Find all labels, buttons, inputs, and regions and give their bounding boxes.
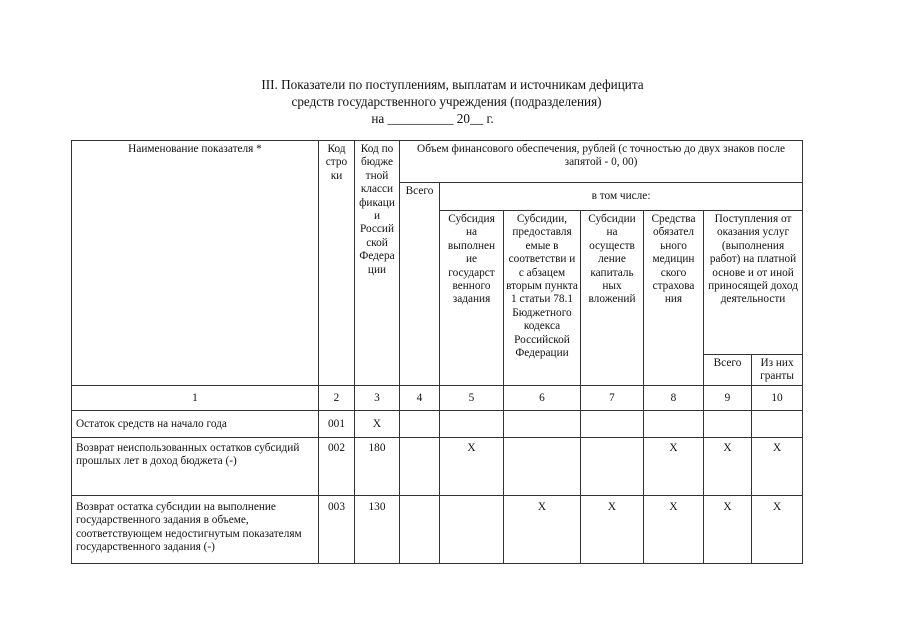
row-name: Возврат неиспользованных остатков субсидий прошлых лет в доход бюджета (-) — [72, 437, 319, 495]
header-paid-total: Всего — [704, 355, 752, 386]
indicators-table — [71, 140, 803, 564]
cell-c9: X — [704, 437, 752, 495]
cell-c7 — [581, 410, 644, 437]
row-name: Остаток средств на начало года — [72, 410, 319, 437]
col-number: 1 — [72, 385, 319, 410]
header-name: Наименование показателя * — [72, 141, 319, 386]
cell-c6 — [504, 410, 581, 437]
header-subsidy-capital: Субсидии на осуществ ление капиталь ных вложений — [581, 211, 644, 386]
cell-c6: X — [504, 495, 581, 563]
cell-c10: X — [752, 437, 803, 495]
row-code: 001 — [319, 410, 355, 437]
cell-c8 — [644, 410, 704, 437]
col-number: 5 — [440, 385, 504, 410]
col-number: 3 — [355, 385, 400, 410]
row-kbk: X — [355, 410, 400, 437]
table-row — [72, 495, 803, 563]
table-row — [72, 410, 803, 437]
title-line-1: III. Показатели по поступлениям, выплатам и источникам дефицита — [261, 77, 644, 92]
header-total: Всего — [400, 183, 440, 386]
col-number: 9 — [704, 385, 752, 410]
row-code: 002 — [319, 437, 355, 495]
col-number: 7 — [581, 385, 644, 410]
cell-c10 — [752, 410, 803, 437]
row-kbk: 180 — [355, 437, 400, 495]
row-kbk: 130 — [355, 495, 400, 563]
cell-c5: X — [440, 437, 504, 495]
cell-c10: X — [752, 495, 803, 563]
col-number: 10 — [752, 385, 803, 410]
col-number: 6 — [504, 385, 581, 410]
cell-c9 — [704, 410, 752, 437]
cell-c6 — [504, 437, 581, 495]
header-subsidy-781: Субсидии, предоставля емые в соответстви и с абзацем вторым пункта 1 статьи 78.1 Бюджетного кодекса Российской Федерации — [504, 211, 581, 386]
title-line-3: на __________ 20__ г. — [371, 111, 494, 126]
cell-c5 — [440, 495, 504, 563]
cell-c4 — [400, 495, 440, 563]
cell-c7 — [581, 437, 644, 495]
row-code: 003 — [319, 495, 355, 563]
cell-c8: X — [644, 495, 704, 563]
cell-c8: X — [644, 437, 704, 495]
col-number: 4 — [400, 385, 440, 410]
cell-c9: X — [704, 495, 752, 563]
header-paid-grants: Из них гранты — [752, 355, 803, 386]
cell-c5 — [440, 410, 504, 437]
header-kbk: Код по бюдже тной класси фикаци и Россий ской Федера ции — [355, 141, 400, 386]
header-volume: Объем финансового обеспечения, рублей (с точностью до двух знаков после запятой - 0, 00) — [400, 141, 803, 183]
header-including: в том числе: — [440, 183, 803, 211]
col-number: 8 — [644, 385, 704, 410]
column-numbers-row — [72, 385, 803, 410]
cell-c4 — [400, 437, 440, 495]
table-row — [72, 437, 803, 495]
header-oms: Средства обязател ьного медицин ского страхова ния — [644, 211, 704, 386]
header-subsidy-task: Субсидия на выполнен ие государст венного задания — [440, 211, 504, 386]
cell-c4 — [400, 410, 440, 437]
section-title — [0, 76, 905, 127]
header-paid: Поступления от оказания услуг (выполнения работ) на платной основе и от иной приносящей доход деятельности — [704, 211, 803, 355]
title-line-2: средств государственного учреждения (подразделения) — [291, 94, 602, 109]
col-number: 2 — [319, 385, 355, 410]
row-name: Возврат остатка субсидии на выполнение государственного задания в объеме, соответствующем недостигнутым показателям государственного задания (-) — [72, 495, 319, 563]
header-code: Код стро ки — [319, 141, 355, 386]
cell-c7: X — [581, 495, 644, 563]
